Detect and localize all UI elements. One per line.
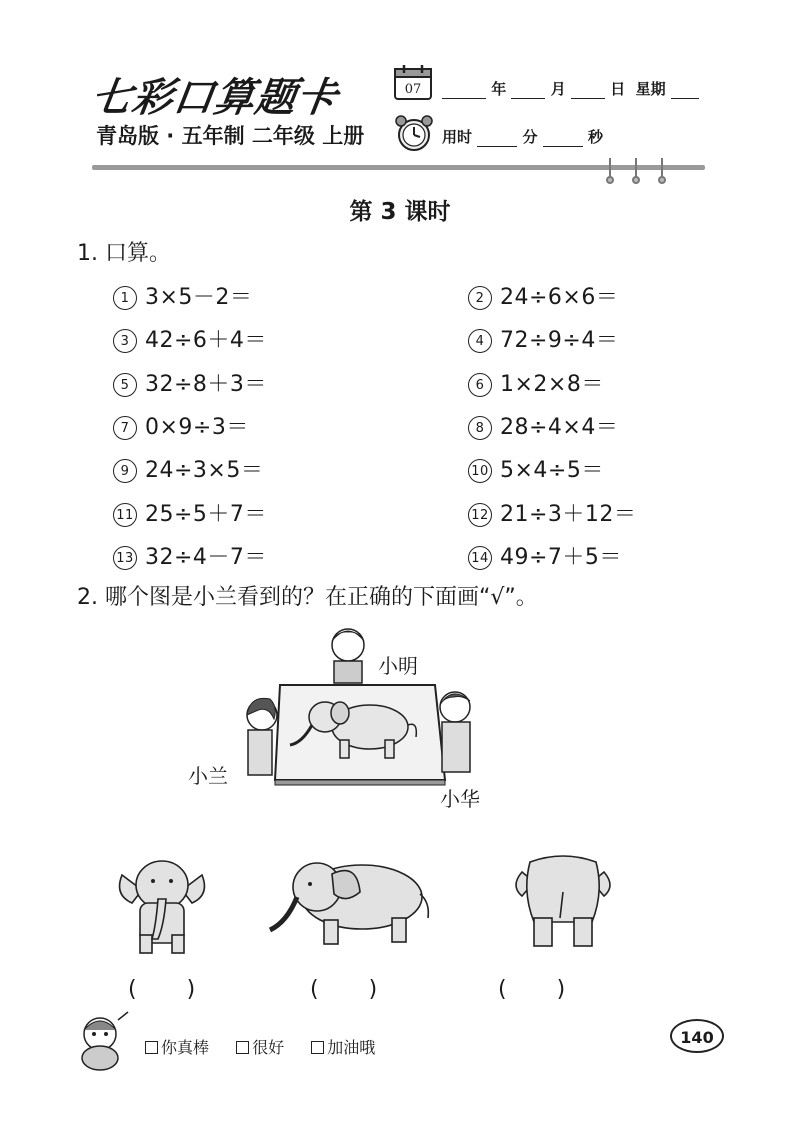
name-label-xiaolan: 小兰	[188, 764, 228, 788]
option-keep-going[interactable]: 加油哦	[311, 1038, 375, 1057]
problem-13	[113, 540, 267, 571]
problem-12	[468, 497, 636, 528]
problem-9	[113, 453, 263, 484]
time-used-line: 用时 分 秒	[442, 128, 603, 146]
edition-subtitle: 青岛版 · 五年制 二年级 上册	[96, 124, 365, 148]
problem-5	[113, 367, 267, 398]
problem-number: 9	[113, 459, 137, 483]
checkbox-icon[interactable]	[236, 1041, 249, 1054]
checkbox-icon[interactable]	[311, 1041, 324, 1054]
problem-number: 11	[113, 503, 137, 527]
lesson-title: 第 3 课时	[349, 199, 451, 225]
problem-11	[113, 497, 267, 528]
answer-paren-3[interactable]: ( )	[498, 977, 568, 1002]
problem-8	[468, 410, 618, 441]
answer-paren-2[interactable]: ( )	[310, 977, 380, 1002]
problem-3	[113, 323, 267, 354]
problem-expression: 24÷3×5＝	[145, 458, 264, 484]
problem-number: 3	[113, 329, 137, 353]
question-2-title: 2. 哪个图是小兰看到的？在正确的下面画“√”。	[77, 585, 538, 610]
problem-expression: 25÷5＋7＝	[145, 501, 267, 527]
boy-xiaoming	[332, 629, 364, 683]
calendar-day: 07	[404, 82, 422, 97]
answer-paren-1[interactable]: ( )	[128, 977, 198, 1002]
checkbox-icon[interactable]	[145, 1041, 158, 1054]
problem-expression: 24÷6×6＝	[500, 285, 619, 310]
problem-expression: 32÷4－7＝	[145, 544, 267, 570]
name-label-xiaoming: 小明	[378, 654, 418, 678]
problem-number: 14	[468, 546, 492, 570]
problem-2	[468, 280, 618, 311]
problem-expression: 5×4÷5＝	[500, 458, 604, 484]
problem-expression: 3×5－2＝	[145, 285, 253, 310]
problem-number: 1	[113, 286, 137, 310]
boy-xiaohua	[440, 692, 470, 772]
name-label-xiaohua: 小华	[440, 787, 480, 811]
problem-expression: 21÷3＋12＝	[500, 501, 637, 527]
self-evaluation-options	[145, 1035, 397, 1058]
girl-xiaolan	[247, 698, 277, 775]
calendar-icon	[393, 64, 433, 102]
problem-14	[468, 540, 622, 571]
problem-number: 10	[468, 459, 492, 483]
option-great[interactable]: 你真棒	[145, 1038, 209, 1057]
problem-10	[468, 453, 604, 484]
ring-binder-decoration	[602, 156, 672, 184]
option-good[interactable]: 很好	[236, 1038, 284, 1057]
problem-6	[468, 367, 604, 398]
elephant-back-view	[508, 852, 618, 952]
problem-number: 7	[113, 416, 137, 440]
alarm-clock-icon	[393, 114, 435, 152]
question-1-title: 1. 口算。	[77, 241, 171, 266]
problem-expression: 0×9÷3＝	[145, 414, 249, 440]
mascot-icon	[70, 1010, 134, 1072]
problem-number: 8	[468, 416, 492, 440]
problem-expression: 72÷9÷4＝	[500, 328, 619, 354]
problem-expression: 42÷6＋4＝	[145, 328, 267, 354]
problem-number: 5	[113, 373, 137, 397]
logo-title: 七彩口算题卡	[88, 74, 341, 121]
problem-expression: 28÷4×4＝	[500, 414, 619, 440]
elephant-side-view	[262, 852, 442, 952]
date-fill-line: 年 月 日 星期	[442, 78, 699, 99]
page-number: 140	[670, 1019, 724, 1053]
problem-number: 4	[468, 329, 492, 353]
problem-expression: 1×2×8＝	[500, 371, 604, 397]
problem-number: 13	[113, 546, 137, 570]
problem-1	[113, 280, 252, 311]
problem-expression: 49÷7＋5＝	[500, 544, 622, 570]
elephant-front-view	[112, 855, 212, 960]
problem-number: 6	[468, 373, 492, 397]
problem-4	[468, 323, 618, 354]
problem-number: 12	[468, 503, 492, 527]
problem-number: 2	[468, 286, 492, 310]
problem-7	[113, 410, 249, 441]
problem-expression: 32÷8＋3＝	[145, 371, 267, 397]
scene-illustration	[230, 615, 490, 805]
